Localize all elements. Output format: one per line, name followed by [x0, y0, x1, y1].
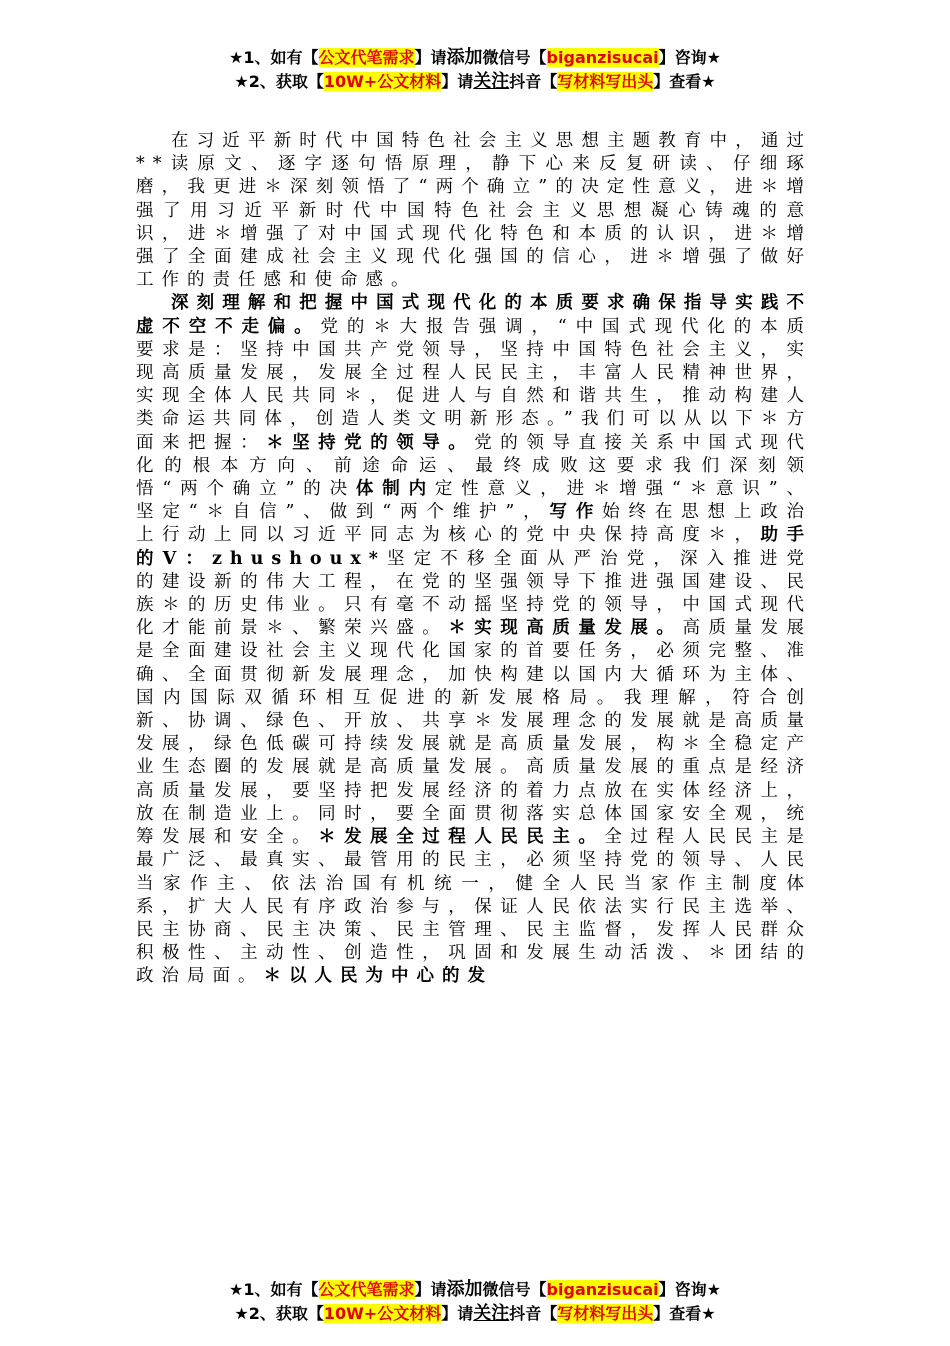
point-heading: ＊坚持党的领导。 — [266, 432, 475, 453]
watermark-text: 体制内 — [355, 479, 435, 500]
point-heading: ＊发展全过程人民民主。 — [318, 827, 605, 848]
bottom-promo-banner — [0, 1278, 950, 1326]
section-heading: 深刻理解和把握中国式现代化的本质要求确保指导实践不虚不空不走偏。 — [136, 293, 812, 337]
watermark-text: 写作 — [549, 502, 603, 523]
promo-highlight: 公文代笔需求 — [318, 48, 415, 67]
section-paragraph: 深刻理解和把握中国式现代化的本质要求确保指导实践不虚不空不走偏。党的＊大报告强调，“中国式现代化的本质要求是：坚持中国共产党领导，坚持中国特色社会主义，实现高质量发展，发展全过程人民民主，丰富人民精神世界，实现全体人民共同＊，促进人与自然和谐共生，推动构建人类命运共同体，创造人类文明新形态。”我们可以从以下＊方面来把握：＊坚持党的领导。党的领导直接关系中国式现代化的根本方向、前途命运、最终成败这要求我们深刻领悟“两个确立”的决体制内定性意义，进＊增强“＊意识”、坚定“＊自信”、做到“两个维护”，写作始终在思想上政治上行动上同以习近平同志为核心的党中央保持高度＊，助手的V：zhushoux*坚定不移全面从严治党，深入推进党的建设新的伟大工程，在党的坚强领导下推进强国建设、民族＊的历史伟业。只有毫不动摇坚持党的领导，中国式现代化才能前景＊、繁荣兴盛。＊实现高质量发展。高质量发展是全面建设社会主义现代化国家的首要任务，必须完整、准确、全面贯彻新发展理念，加快构建以国内大循环为主体、国内国际双循环相互促进的新发展格局。我理解，符合创新、协调、绿色、开放、共享＊发展理念的发展就是高质量发展，绿色低碳可持续发展就是高质量发展，构＊全稳定产业生态圈的发展就是高质量发展。高质量发展的重点是经济高质量发展，要坚持把发展经济的着力点放在实体经济上，放在制造业上。同时，要全面贯彻落实总体国家安全观，统筹发展和安全。＊发展全过程人民民主。全过程人民民主是最广泛、最真实、最管用的民主，必须坚持党的领导、人民当家作主、依法治国有机统一，健全人民当家作主制度体系，扩大人民有序政治参与，保证人民依法实行民主选举、民主协商、民主决策、民主管理、民主监督，发挥人民群众积极性、主动性、创造性，巩固和发展生动活泼、＊团结的政治局面。＊以人民为中心的发 — [136, 293, 812, 987]
promo-line-2: ★2、获取【10W+公文材料】请关注抖音【写材料写出头】查看★ — [234, 71, 716, 92]
promo-line-1: ★1、如有【公文代笔需求】请添加微信号【biganzisucai】咨询★ — [229, 1279, 721, 1300]
promo-line-1: ★1、如有【公文代笔需求】请添加微信号【biganzisucai】咨询★ — [229, 47, 721, 68]
promo-highlight: 写材料写出头 — [557, 72, 654, 91]
top-promo-banner — [0, 46, 950, 94]
document-body — [136, 130, 812, 1222]
promo-highlight: 10W+公文材料 — [323, 72, 442, 91]
watermark-text: 助手的V：zhushoux* — [136, 525, 812, 569]
point-heading: ＊以人民为中心的发 — [263, 966, 493, 987]
promo-highlight: biganzisucai — [546, 48, 659, 67]
promo-highlight: 公文代笔需求 — [318, 1280, 415, 1299]
point-heading: ＊实现高质量发展。 — [448, 618, 683, 639]
intro-paragraph: 在习近平新时代中国特色社会主义思想主题教育中，通过**读原文、逐字逐句悟原理，静下心来反复研读、仔细琢磨，我更进＊深刻领悟了“两个确立”的决定性意义，进＊增强了用习近平新时代中国特色社会主义思想凝心铸魂的意识，进＊增强了对中国式现代化特色和本质的认识，进＊增强了全面建成社会主义现代化强国的信心，进＊增强了做好工作的责任感和使命感。 — [136, 131, 812, 291]
promo-line-2: ★2、获取【10W+公文材料】请关注抖音【写材料写出头】查看★ — [234, 1303, 716, 1324]
promo-highlight: 10W+公文材料 — [323, 1304, 442, 1323]
promo-highlight: biganzisucai — [546, 1280, 659, 1299]
promo-highlight: 写材料写出头 — [557, 1304, 654, 1323]
